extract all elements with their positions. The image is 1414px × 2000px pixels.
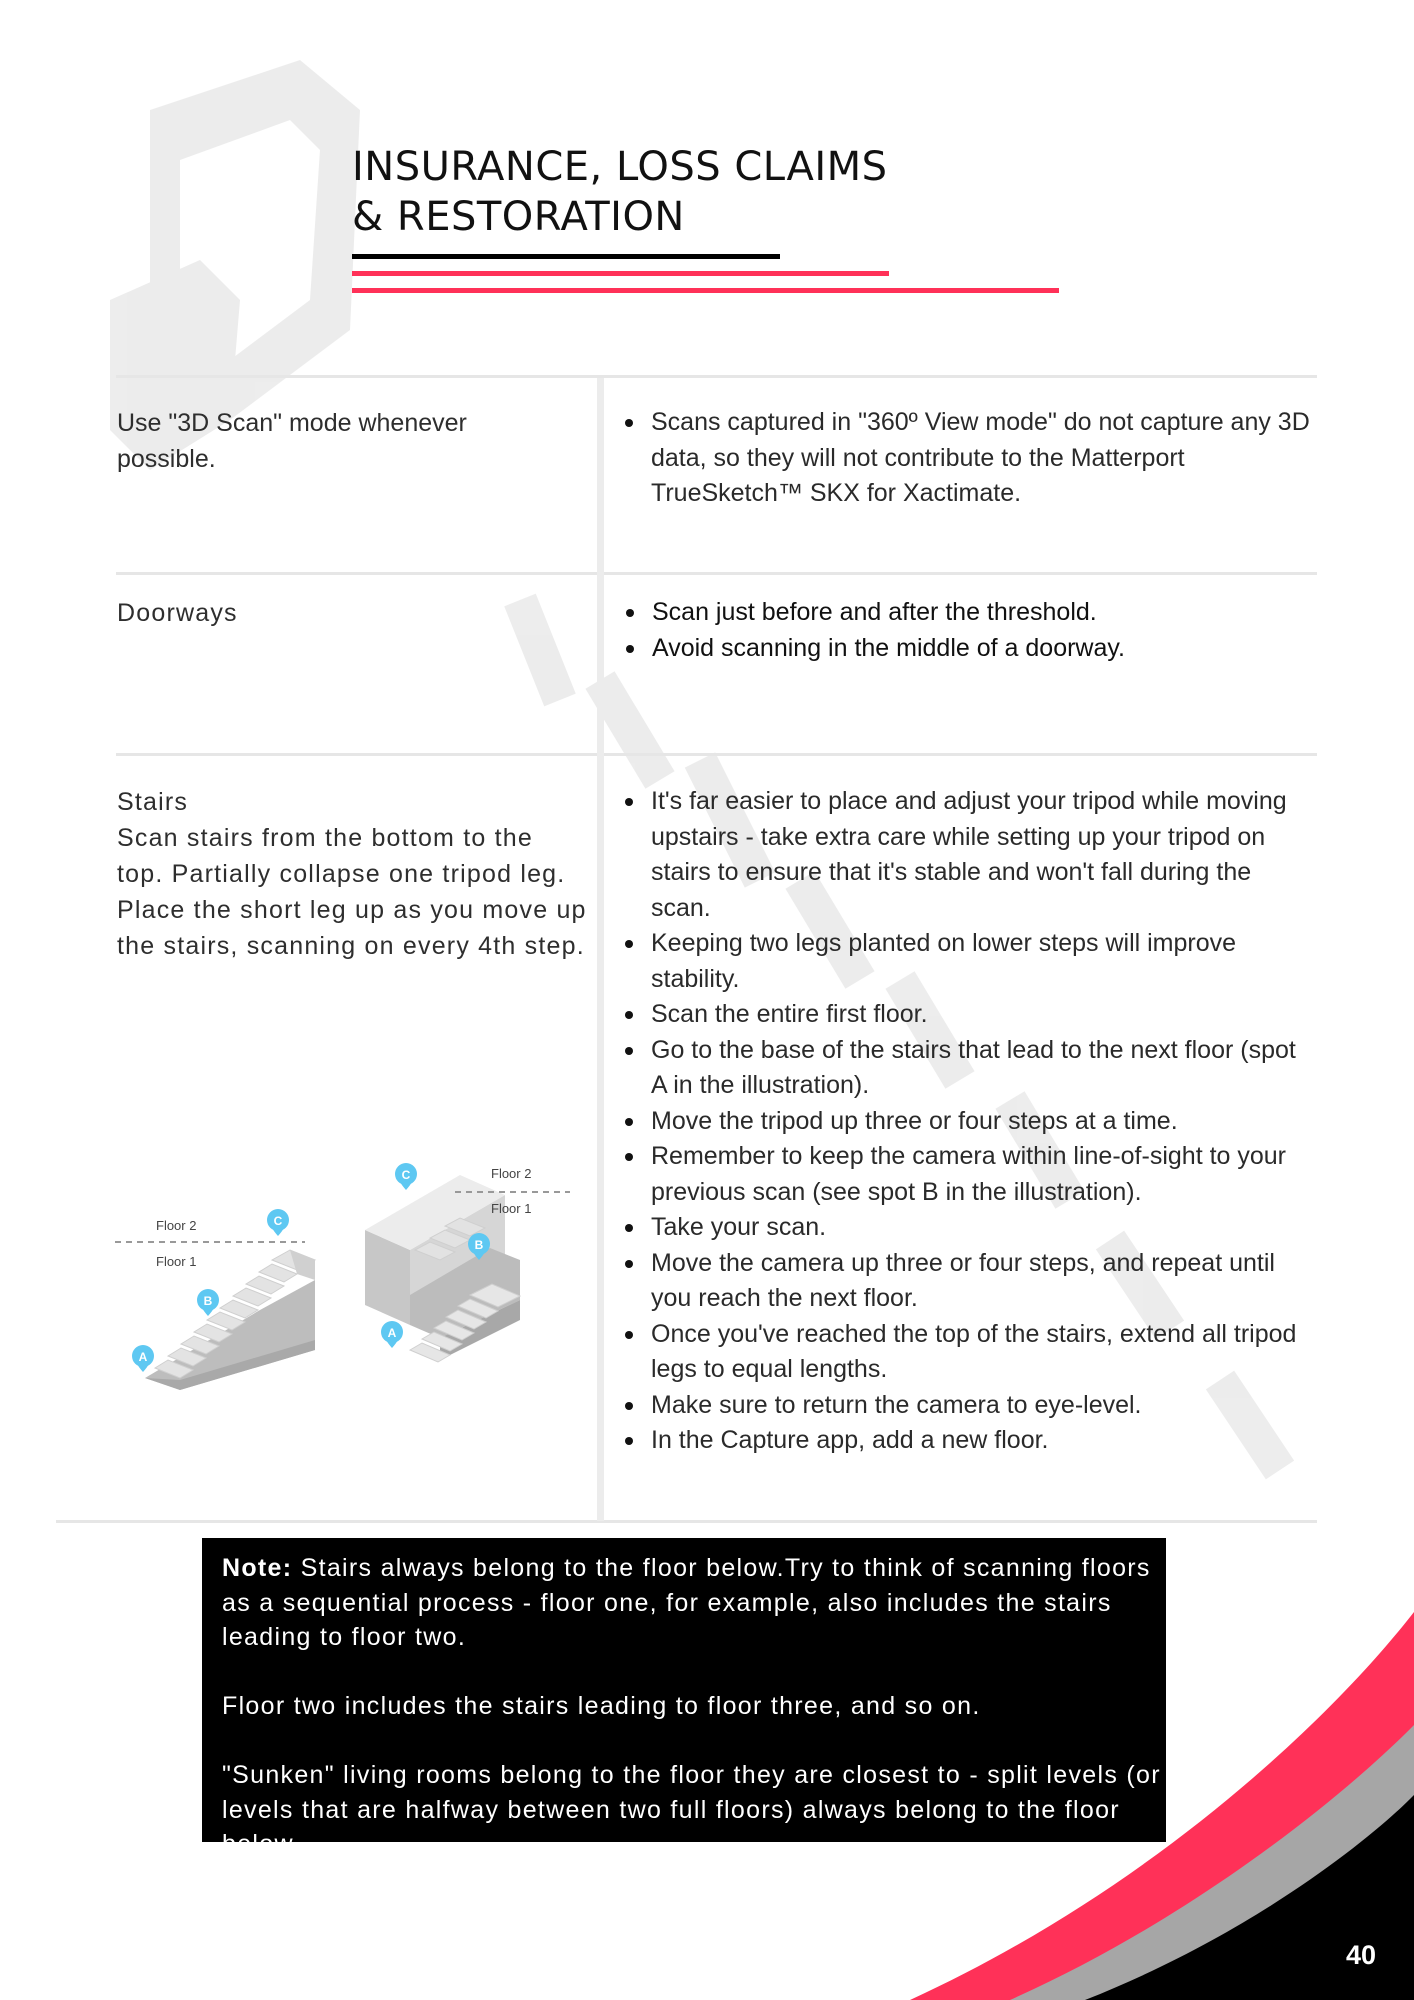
floor-2-label-left: Floor 2 — [156, 1218, 197, 1233]
list-item: Move the tripod up three or four steps at a time. — [651, 1104, 1316, 1140]
svg-text:C: C — [273, 1214, 283, 1228]
list-item: Move the camera up three or four steps, and repeat until you reach the next floor. — [651, 1246, 1316, 1317]
note-paragraph-1-text: Stairs always belong to the floor below.Try to think of scanning floors as a sequential process - floor one, for example, also includes the stairs leading to floor two. — [222, 1554, 1151, 1651]
list-item: Keeping two legs planted on lower steps will improve stability. — [651, 926, 1316, 997]
note-paragraph-2: Floor two includes the stairs leading to floor three, and so on. — [222, 1692, 981, 1720]
page-number: 40 — [1345, 1940, 1376, 1970]
list-item: Scan just before and after the threshold. — [652, 595, 1317, 631]
svg-text:B: B — [474, 1238, 484, 1252]
list-item: Once you've reached the top of the stairs, extend all tripod legs to equal lengths. — [651, 1317, 1316, 1388]
svg-text:A: A — [387, 1326, 397, 1340]
row-2-label: Doorways — [117, 599, 238, 627]
title-line-1: INSURANCE, LOSS CLAIMS — [352, 144, 888, 190]
note-label: Note: — [222, 1554, 293, 1582]
svg-text:C: C — [401, 1168, 411, 1182]
list-item: Scan the entire first floor. — [651, 997, 1316, 1033]
list-item: In the Capture app, add a new floor. — [651, 1423, 1316, 1459]
note-paragraph-3: "Sunken" living rooms belong to the floor they are closest to - split levels (or levels that are halfway between two full floors) always belong to the floor below. — [222, 1761, 1161, 1858]
row-3-title: Stairs — [117, 788, 189, 816]
list-item: It's far easier to place and adjust your tripod while moving upstairs - take extra care while setting up your tripod on stairs to ensure that it's stable and won't fall during the scan. — [651, 784, 1316, 926]
floor-2-label-right: Floor 2 — [491, 1166, 532, 1181]
title-line-2: & RESTORATION — [352, 194, 685, 240]
floor-1-label-left: Floor 1 — [156, 1254, 197, 1269]
svg-text:A: A — [138, 1350, 148, 1364]
svg-text:B: B — [203, 1294, 213, 1308]
floor-1-label-right: Floor 1 — [491, 1201, 532, 1216]
list-item: Take your scan. — [651, 1210, 1316, 1246]
list-item: Remember to keep the camera within line-of-sight to your previous scan (see spot B in the illustration). — [651, 1139, 1316, 1210]
row-1-label: Use "3D Scan" mode whenever possible. — [117, 409, 467, 473]
list-item: Scans captured in "360º View mode" do not capture any 3D data, so they will not contribute to the Matterport TrueSketch™ SKX for Xactimate. — [651, 405, 1316, 512]
list-item: Go to the base of the stairs that lead to the next floor (spot A in the illustration). — [651, 1033, 1316, 1104]
row-3-description: Scan stairs from the bottom to the top. Partially collapse one tripod leg. Place the short leg up as you move up the stairs, scanning on every 4th step. — [117, 824, 587, 960]
list-item: Make sure to return the camera to eye-level. — [651, 1388, 1316, 1424]
list-item: Avoid scanning in the middle of a doorway. — [652, 631, 1317, 667]
